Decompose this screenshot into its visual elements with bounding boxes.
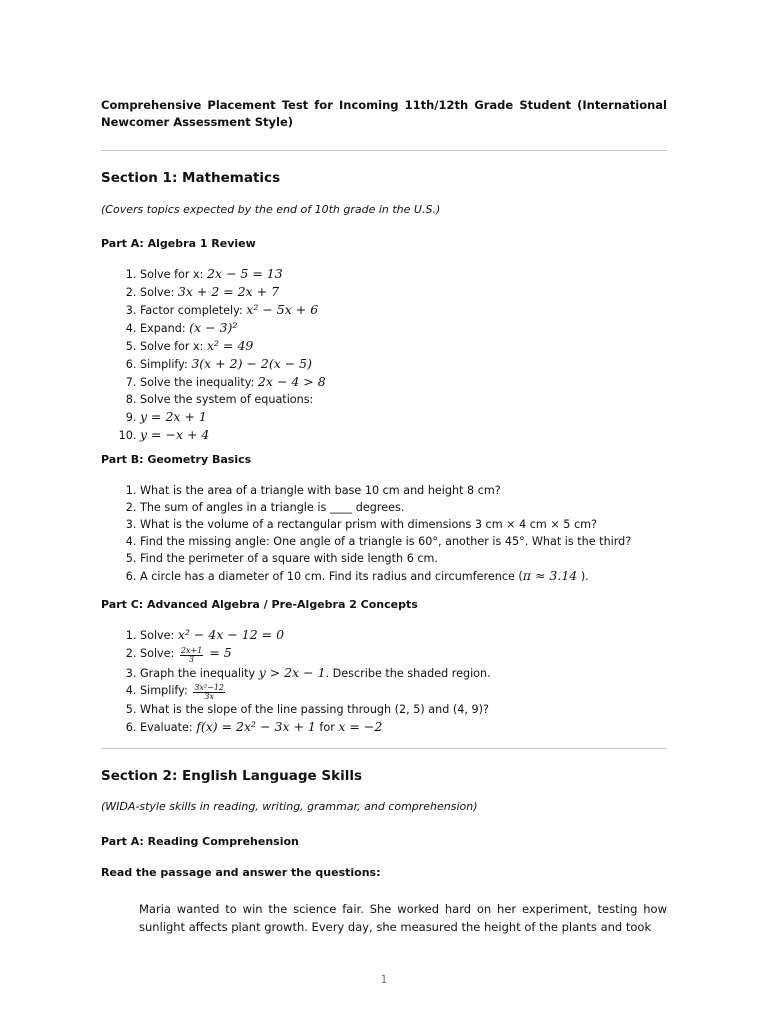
section-2-note: (WIDA-style skills in reading, writing, grammar, and comprehension) — [101, 800, 478, 813]
reading-part-title: Part A: Reading Comprehension — [101, 835, 299, 848]
list-item: 6. Simplify: 3(x + 2) − 2(x − 5) — [140, 355, 326, 373]
advanced-algebra-question-list — [119, 626, 491, 736]
list-item: 4. Expand: (x − 3)² — [140, 319, 326, 337]
list-item: 6. A circle has a diameter of 10 cm. Find its radius and circumference (π ≈ 3.14 ). — [140, 567, 631, 585]
document-title: Comprehensive Placement Test for Incoming 11th/12th Grade Student (International Newcomer Assessment Style) — [101, 98, 667, 129]
list-item: 8. Solve the system of equations: — [140, 391, 326, 408]
divider — [101, 150, 667, 151]
page-number: 1 — [380, 973, 388, 986]
list-item: 4. Simplify: $\frac{\text{3x²−12}}{3x}$ — [140, 682, 491, 701]
algebra-question-list — [119, 265, 326, 444]
list-item: 1. Solve: x² − 4x − 12 = 0 — [140, 626, 491, 644]
list-item: 5. What is the slope of the line passing through (2, 5) and (4, 9)? — [140, 701, 491, 718]
list-item: 3. What is the volume of a rectangular prism with dimensions 3 cm × 4 cm × 5 cm? — [140, 516, 631, 533]
part-c-title: Part C: Advanced Algebra / Pre-Algebra 2 Concepts — [101, 598, 418, 611]
list-item: 9. y = 2x + 1 — [140, 408, 326, 426]
fraction: $\frac{2x+1}{3}$ — [180, 646, 203, 664]
list-item: 2. Solve: 3x + 2 = 2x + 7 — [140, 283, 326, 301]
list-item: 5. Solve for x: x² = 49 — [140, 337, 326, 355]
list-item: 1. What is the area of a triangle with base 10 cm and height 8 cm? — [140, 482, 631, 499]
list-item: 2. Solve: $\frac{2x+1}{3}$ = 5 — [140, 644, 491, 664]
section-2-title: Section 2: English Language Skills — [101, 768, 362, 784]
list-item: 7. Solve the inequality: 2x − 4 > 8 — [140, 373, 326, 391]
part-b-title: Part B: Geometry Basics — [101, 453, 252, 466]
section-1-title: Section 1: Mathematics — [101, 170, 281, 186]
geometry-question-list — [119, 482, 631, 585]
divider — [101, 748, 667, 749]
list-item: 3. Graph the inequality y > 2x − 1. Describe the shaded region. — [140, 664, 491, 682]
reading-passage: Maria wanted to win the science fair. She worked hard on her experiment, testing how sunlight affects plant growth. Every day, she measured the height of the plants and took — [139, 902, 667, 934]
list-item: 3. Factor completely: x² − 5x + 6 — [140, 301, 326, 319]
section-1-note: (Covers topics expected by the end of 10th grade in the U.S.) — [101, 203, 441, 216]
fraction: $\frac{\text{3x²−12}}{3x}$ — [194, 683, 225, 701]
reading-instruction: Read the passage and answer the questions: — [101, 866, 381, 879]
list-item: 5. Find the perimeter of a square with side length 6 cm. — [140, 550, 631, 567]
list-item: 6. Evaluate: f(x) = 2x² − 3x + 1 for x = −2 — [140, 718, 491, 736]
list-item: 1. Solve for x: 2x − 5 = 13 — [140, 265, 326, 283]
list-item: 4. Find the missing angle: One angle of a triangle is 60°, another is 45°. What is the third? — [140, 533, 631, 550]
list-item: 2. The sum of angles in a triangle is ____ degrees. — [140, 499, 631, 516]
part-a-title: Part A: Algebra 1 Review — [101, 237, 256, 250]
list-item: 10. y = −x + 4 — [140, 426, 326, 444]
